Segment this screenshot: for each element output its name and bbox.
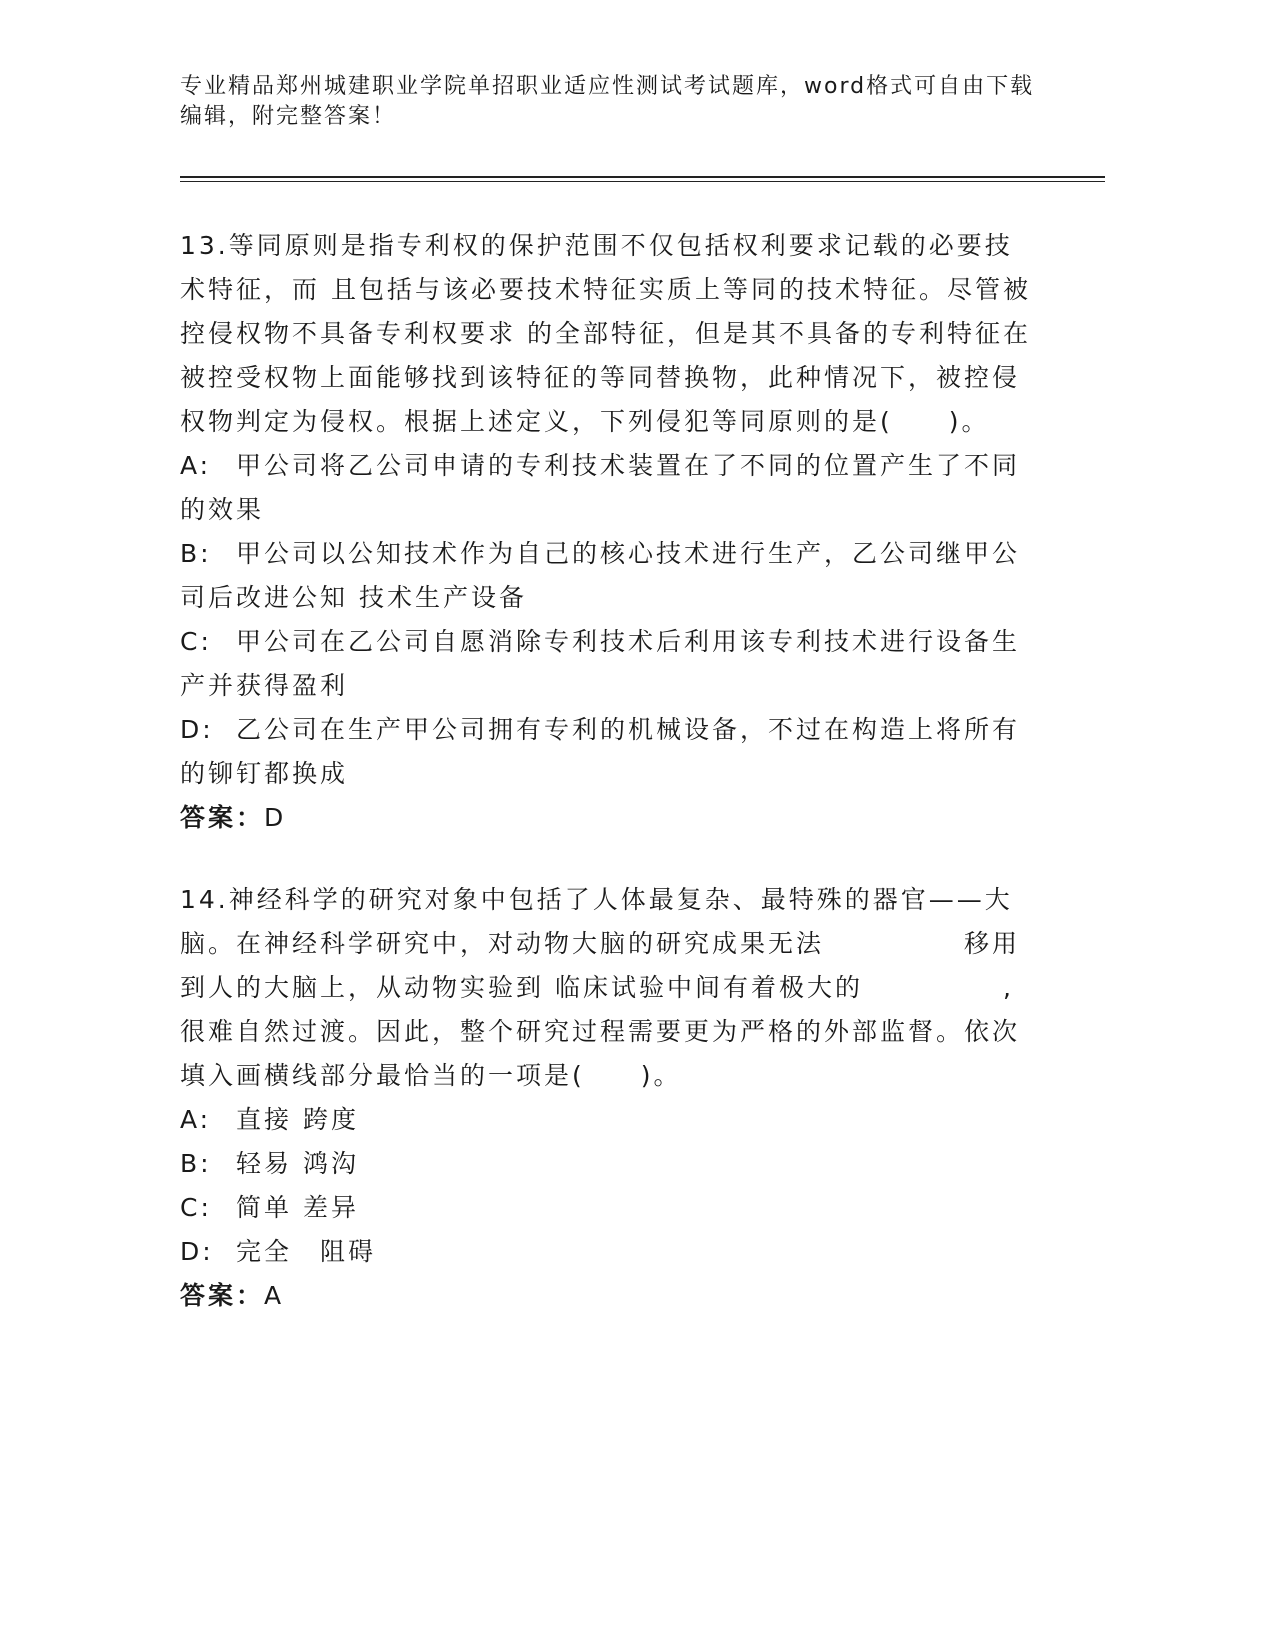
header-title: 专业精品郑州城建职业学院单招职业适应性测试考试题库，word格式可自由下载编辑，附完整答案！ xyxy=(180,74,1035,129)
option-d xyxy=(180,1230,1040,1274)
header-divider-thin xyxy=(180,181,1105,182)
answer-value: D xyxy=(264,803,287,832)
option-text: 简单 差异 xyxy=(236,1193,359,1222)
option-key: B: xyxy=(180,539,212,568)
option-text: 甲公司在乙公司自愿消除专利技术后利用该专利技术进行设备生产并获得盈利 xyxy=(180,627,1021,700)
option-text: 乙公司在生产甲公司拥有专利的机械设备，不过在构造上将所有的铆钉都换成 xyxy=(180,715,1021,788)
answer-label: 答案： xyxy=(180,803,265,832)
answer-line xyxy=(180,1274,1040,1318)
option-text: 甲公司以公知技术作为自己的核心技术进行生产，乙公司继甲公司后改进公知 技术生产设备 xyxy=(180,539,1021,612)
option-key: D: xyxy=(180,1237,214,1266)
question-stem: 13.等同原则是指专利权的保护范围不仅包括权利要求记载的必要技术特征，而 且包括与该必要技术特征实质上等同的技术特征。尽管被控侵权物不具备专利权要求 的全部特征，但是其不具备的专利特征在被控受权物上面能够找到该特征的等同替换物，此种情况下，被控侵权物判定为侵权。根据上述定义，下列侵犯等同原则的是( )。 xyxy=(180,231,1031,436)
option-b xyxy=(180,532,1040,620)
question-14 xyxy=(180,878,1040,1318)
option-d xyxy=(180,708,1040,796)
option-key: D: xyxy=(180,715,214,744)
option-b xyxy=(180,1142,1040,1186)
answer-value: A xyxy=(264,1281,285,1310)
option-c xyxy=(180,1186,1040,1230)
answer-label: 答案： xyxy=(180,1281,265,1310)
option-key: C: xyxy=(180,1193,212,1222)
option-text: 甲公司将乙公司申请的专利技术装置在了不同的位置产生了不同的效果 xyxy=(180,451,1021,524)
answer-line xyxy=(180,796,1040,840)
option-key: A: xyxy=(180,1105,212,1134)
question-13 xyxy=(180,224,1040,840)
option-text: 直接 跨度 xyxy=(236,1105,359,1134)
question-stem: 14.神经科学的研究对象中包括了人体最复杂、最特殊的器官——大脑。在神经科学研究中，对动物大脑的研究成果无法 移用到人的大脑上，从动物实验到 临床试验中间有着极大的 ,很难自然过渡。因此，整个研究过程需要更为严格的外部监督。依次填入画横线部分最恰当的一项是( )。 xyxy=(180,885,1021,1090)
document-header xyxy=(180,72,1050,132)
option-text: 完全 阻碍 xyxy=(236,1237,377,1266)
header-divider-thick xyxy=(180,176,1105,178)
option-a xyxy=(180,1098,1040,1142)
option-a xyxy=(180,444,1040,532)
option-key: B: xyxy=(180,1149,212,1178)
option-text: 轻易 鸿沟 xyxy=(236,1149,359,1178)
option-c xyxy=(180,620,1040,708)
option-key: C: xyxy=(180,627,212,656)
option-key: A: xyxy=(180,451,212,480)
